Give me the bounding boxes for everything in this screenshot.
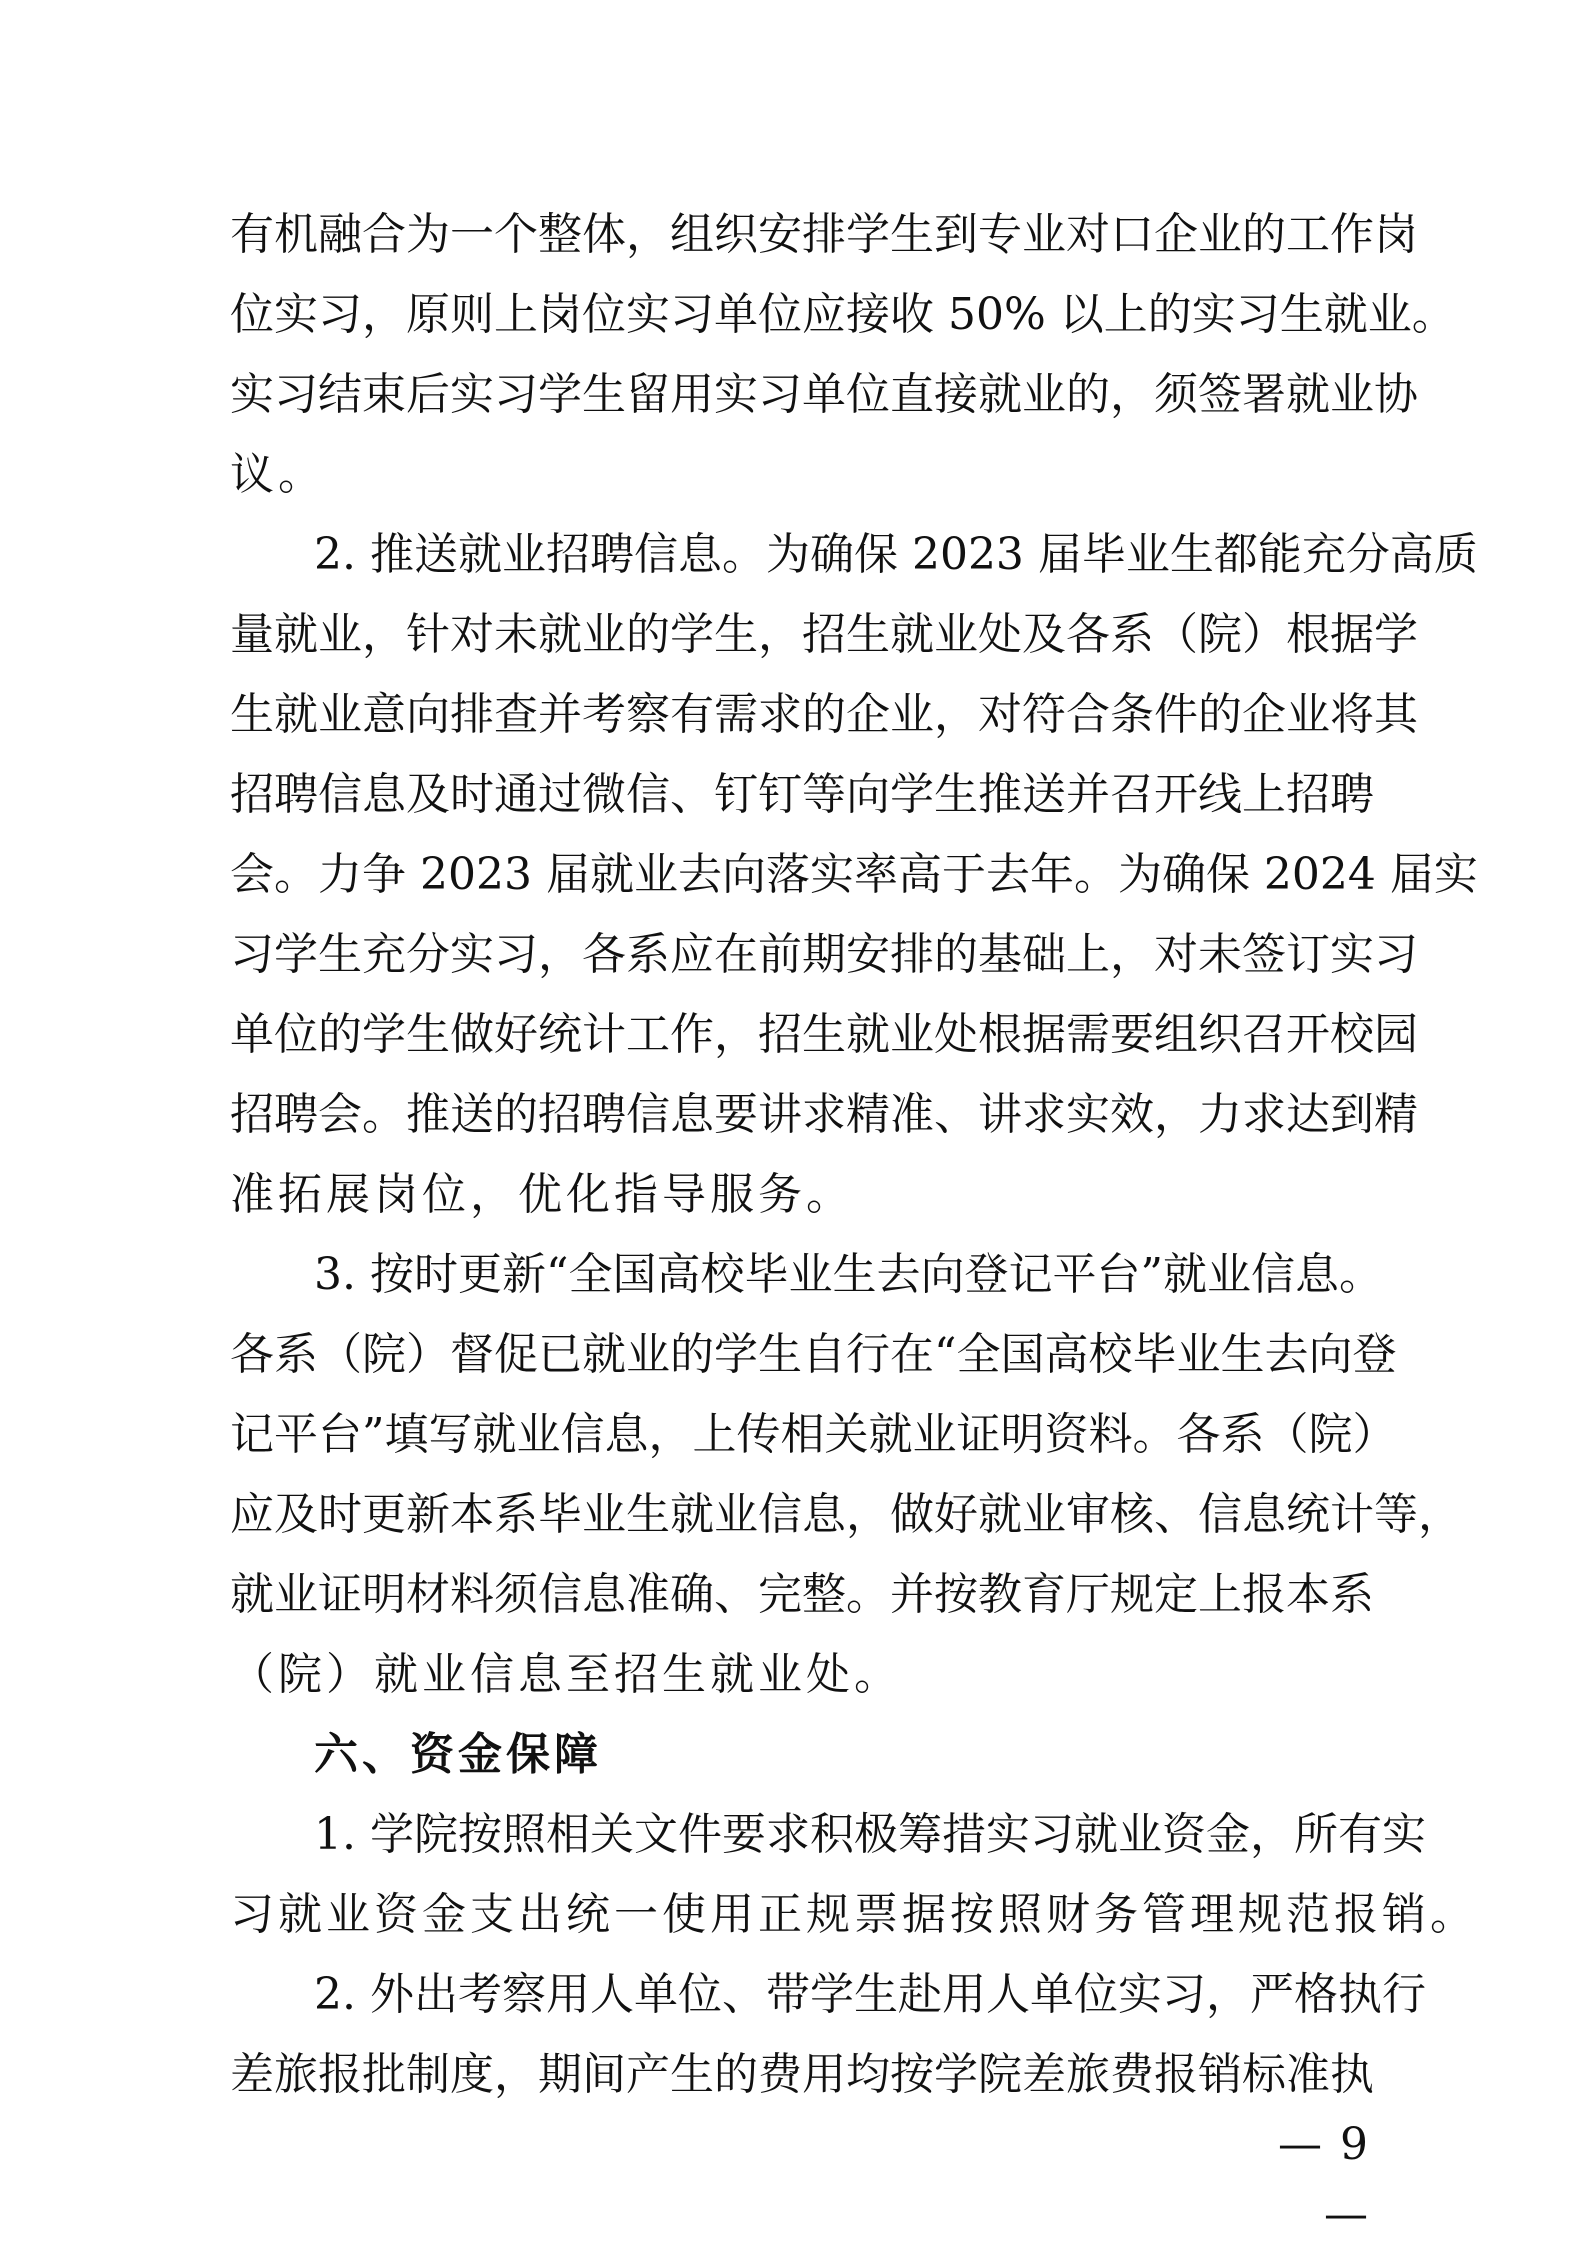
- body-text-line: 实习结束后实习学生留用实习单位直接就业的，须签署就业协: [230, 369, 1418, 420]
- page-number: — 9 —: [1278, 2119, 1370, 2240]
- body-text-line: 有机融合为一个整体，组织安排学生到专业对口企业的工作岗: [230, 209, 1418, 260]
- body-text-line: 生就业意向排查并考察有需求的企业，对符合条件的企业将其: [230, 689, 1418, 740]
- body-text-line: 应及时更新本系毕业生就业信息，做好就业审核、信息统计等，: [230, 1489, 1462, 1540]
- body-text-line: 单位的学生做好统计工作，招生就业处根据需要组织召开校园: [230, 1009, 1418, 1060]
- section-item-title-line: 3. 按时更新“全国高校毕业生去向登记平台”就业信息。: [314, 1249, 1383, 1300]
- body-text-line: 1. 学院按照相关文件要求积极筹措实习就业资金，所有实: [314, 1809, 1426, 1860]
- body-text-line: 招聘会。推送的招聘信息要讲求精准、讲求实效，力求达到精: [230, 1089, 1418, 1140]
- body-text-line: 量就业，针对未就业的学生，招生就业处及各系（院）根据学: [230, 609, 1418, 660]
- body-text-line: 招聘信息及时通过微信、钉钉等向学生推送并召开线上招聘: [230, 769, 1374, 820]
- body-text-line: 差旅报批制度，期间产生的费用均按学院差旅费报销标准执: [230, 2049, 1374, 2100]
- section-item-title-line: 2. 推送就业招聘信息。为确保 2023 届毕业生都能充分高质: [314, 529, 1478, 580]
- body-text-line: 就业证明材料须信息准确、完整。并按教育厅规定上报本系: [230, 1569, 1374, 1620]
- body-text-line: 准拓展岗位，优化指导服务。: [230, 1169, 854, 1220]
- body-text-line: 记平台”填写就业信息，上传相关就业证明资料。各系（院）: [230, 1409, 1397, 1460]
- body-text-line: 各系（院）督促已就业的学生自行在“全国高校毕业生去向登: [230, 1329, 1397, 1380]
- body-text-line: （院）就业信息至招生就业处。: [230, 1649, 902, 1700]
- body-text-line: 议。: [230, 449, 326, 500]
- body-text-line: 习就业资金支出统一使用正规票据按照财务管理规范报销。: [230, 1889, 1478, 1940]
- body-text-line: 位实习，原则上岗位实习单位应接收 50% 以上的实习生就业。: [230, 289, 1456, 340]
- body-text-line: 会。力争 2023 届就业去向落实率高于去年。为确保 2024 届实: [230, 849, 1478, 900]
- body-text-line: 2. 外出考察用人单位、带学生赴用人单位实习，严格执行: [314, 1969, 1426, 2020]
- body-text-line: 习学生充分实习，各系应在前期安排的基础上，对未签订实习: [230, 929, 1418, 980]
- section-heading: 六、资金保障: [314, 1729, 602, 1780]
